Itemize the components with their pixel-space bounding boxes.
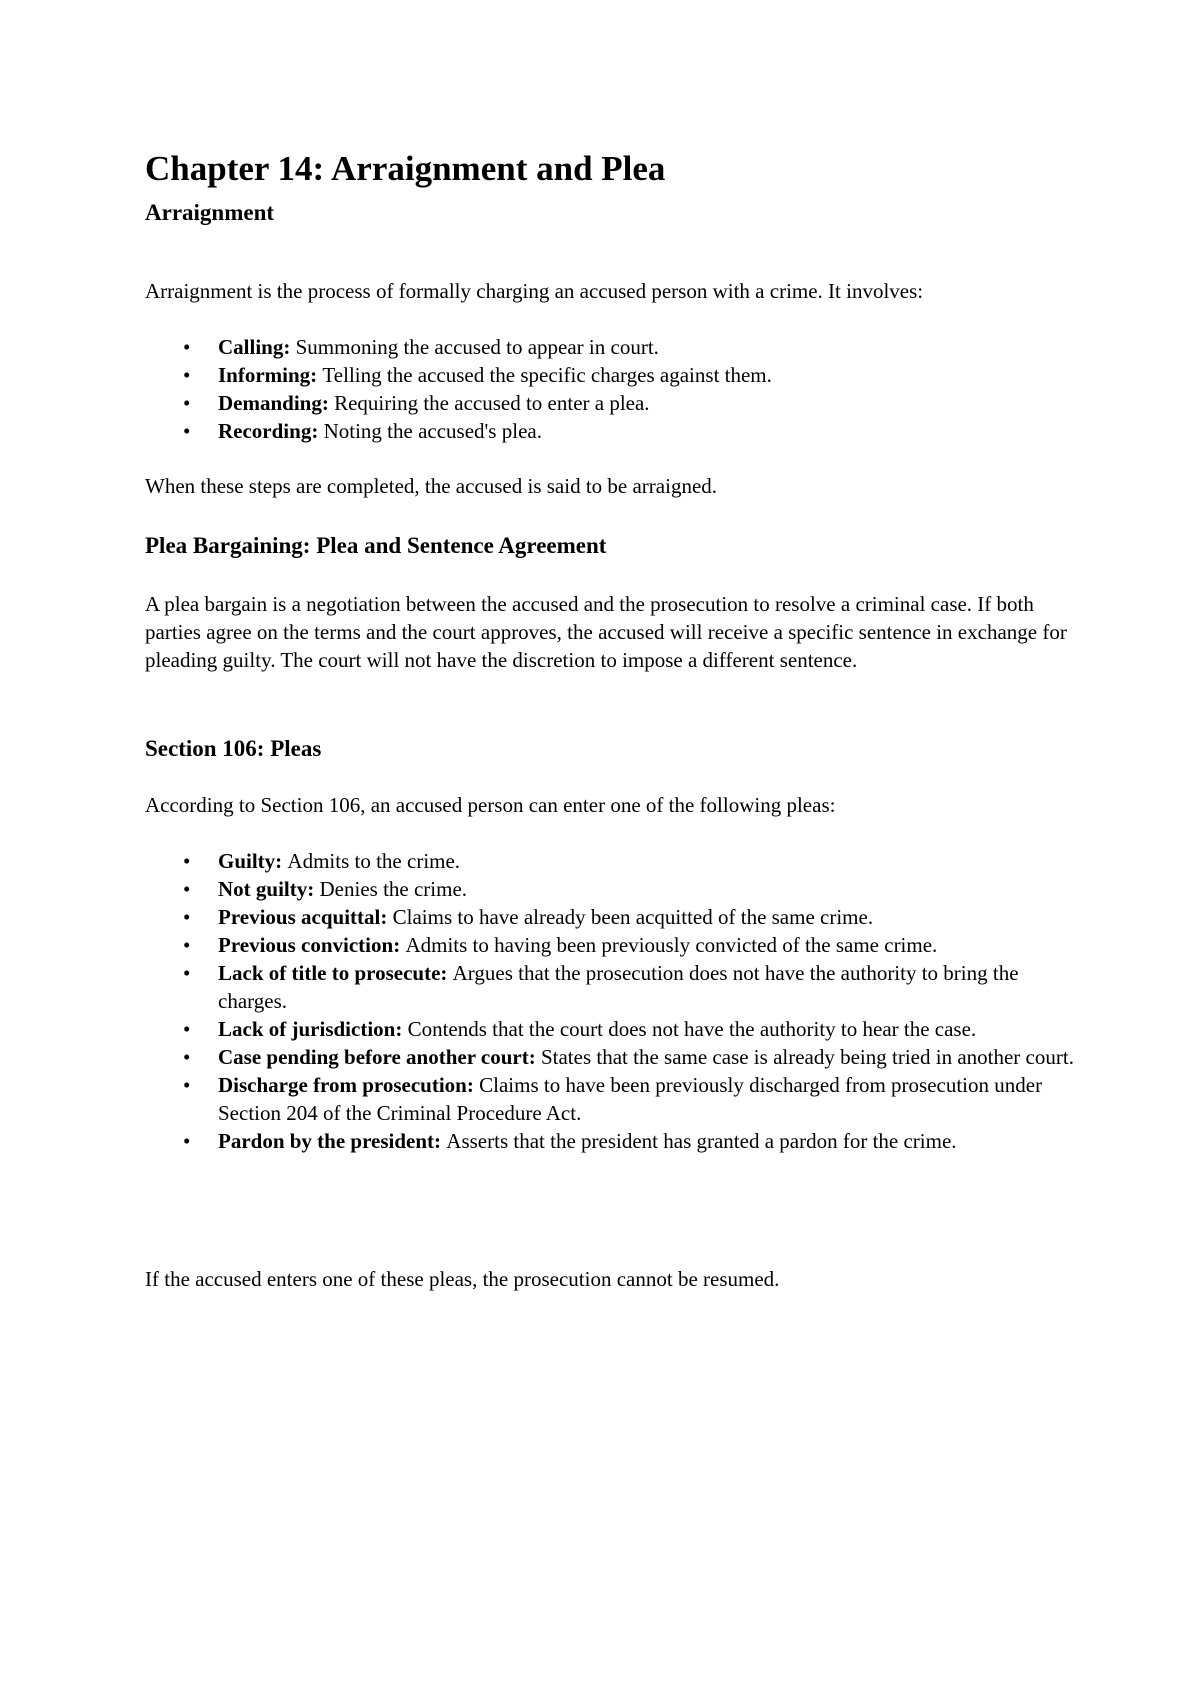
bullet-icon: •: [183, 391, 191, 415]
bullet-icon: •: [183, 877, 191, 901]
list-item-text: Admits to having been previously convicted of the same crime.: [405, 933, 938, 957]
list-item-text: Asserts that the president has granted a pardon for the crime.: [446, 1129, 957, 1153]
bullet-icon: •: [183, 1073, 191, 1097]
list-item-text: Claims to have been previously discharged from prosecution under Section 204 of the Criminal Procedure Act.: [218, 1073, 1043, 1125]
list-item-term: Previous acquittal:: [218, 905, 393, 929]
list-item-text: Denies the crime.: [319, 877, 468, 901]
section-heading-section-106: Section 106: Pleas: [145, 736, 322, 761]
list-item-term: Discharge from prosecution:: [218, 1073, 480, 1097]
bullet-icon: •: [183, 363, 191, 387]
list-item: [145, 1043, 1075, 1071]
arraignment-intro: Arraignment is the process of formally charging an accused person with a crime. It involves:: [145, 279, 924, 303]
list-item-text: Noting the accused's plea.: [323, 419, 542, 443]
list-item: [145, 417, 1075, 445]
bullet-icon: •: [183, 961, 191, 985]
list-item-text: Telling the accused the specific charges against them.: [322, 363, 772, 387]
list-item-term: Previous conviction:: [218, 933, 406, 957]
pleas-list: [145, 847, 1075, 1155]
section-106-intro: According to Section 106, an accused person can enter one of the following pleas:: [145, 793, 836, 817]
bullet-icon: •: [183, 1017, 191, 1041]
list-item-text: Requiring the accused to enter a plea.: [334, 391, 650, 415]
section-heading-arraignment: Arraignment: [145, 200, 275, 225]
list-item: [145, 1071, 1075, 1127]
list-item: [145, 875, 1075, 903]
bullet-icon: •: [183, 1129, 191, 1153]
list-item-text: Contends that the court does not have the authority to hear the case.: [407, 1017, 977, 1041]
list-item-text: Argues that the prosecution does not have the authority to bring the charges.: [218, 961, 1019, 1013]
list-item-term: Demanding:: [218, 391, 335, 415]
list-item-text: Summoning the accused to appear in court.: [295, 335, 659, 359]
list-item-text: States that the same case is already being tried in another court.: [540, 1045, 1074, 1069]
list-item: [145, 1015, 1075, 1043]
list-item-term: Informing:: [218, 363, 323, 387]
list-item: [145, 389, 1075, 417]
bullet-icon: •: [183, 1045, 191, 1069]
section-heading-plea-bargaining: Plea Bargaining: Plea and Sentence Agreement: [145, 533, 607, 558]
list-item-term: Not guilty:: [218, 877, 320, 901]
list-item-text: Claims to have already been acquitted of the same crime.: [392, 905, 874, 929]
section-106-closing: If the accused enters one of these pleas, the prosecution cannot be resumed.: [145, 1267, 780, 1291]
page-title: Chapter 14: Arraignment and Plea: [145, 149, 666, 188]
arraignment-closing: When these steps are completed, the accused is said to be arraigned.: [145, 474, 718, 498]
list-item-term: Recording:: [218, 419, 324, 443]
list-item: [145, 1127, 1075, 1155]
list-item: [145, 903, 1075, 931]
arraignment-steps-list: [145, 333, 1075, 445]
list-item: [145, 959, 1075, 1015]
list-item-term: Guilty:: [218, 849, 288, 873]
list-item: [145, 847, 1075, 875]
bullet-icon: •: [183, 419, 191, 443]
bullet-icon: •: [183, 905, 191, 929]
plea-bargaining-body: A plea bargain is a negotiation between the accused and the prosecution to resolve a criminal case. If both parties agree on the terms and the court approves, the accused will receive a specific sentence in exchange for pleading guilty. The court will not have the discretion to impose a different sentence.: [145, 592, 1067, 672]
list-item-text: Admits to the crime.: [287, 849, 461, 873]
bullet-icon: •: [183, 849, 191, 873]
list-item: [145, 361, 1075, 389]
list-item-term: Pardon by the president:: [218, 1129, 447, 1153]
list-item-term: Case pending before another court:: [218, 1045, 541, 1069]
list-item: [145, 931, 1075, 959]
list-item: [145, 333, 1075, 361]
list-item-term: Lack of title to prosecute:: [218, 961, 453, 985]
bullet-icon: •: [183, 933, 191, 957]
list-item-term: Lack of jurisdiction:: [218, 1017, 408, 1041]
bullet-icon: •: [183, 335, 191, 359]
list-item-term: Calling:: [218, 335, 296, 359]
